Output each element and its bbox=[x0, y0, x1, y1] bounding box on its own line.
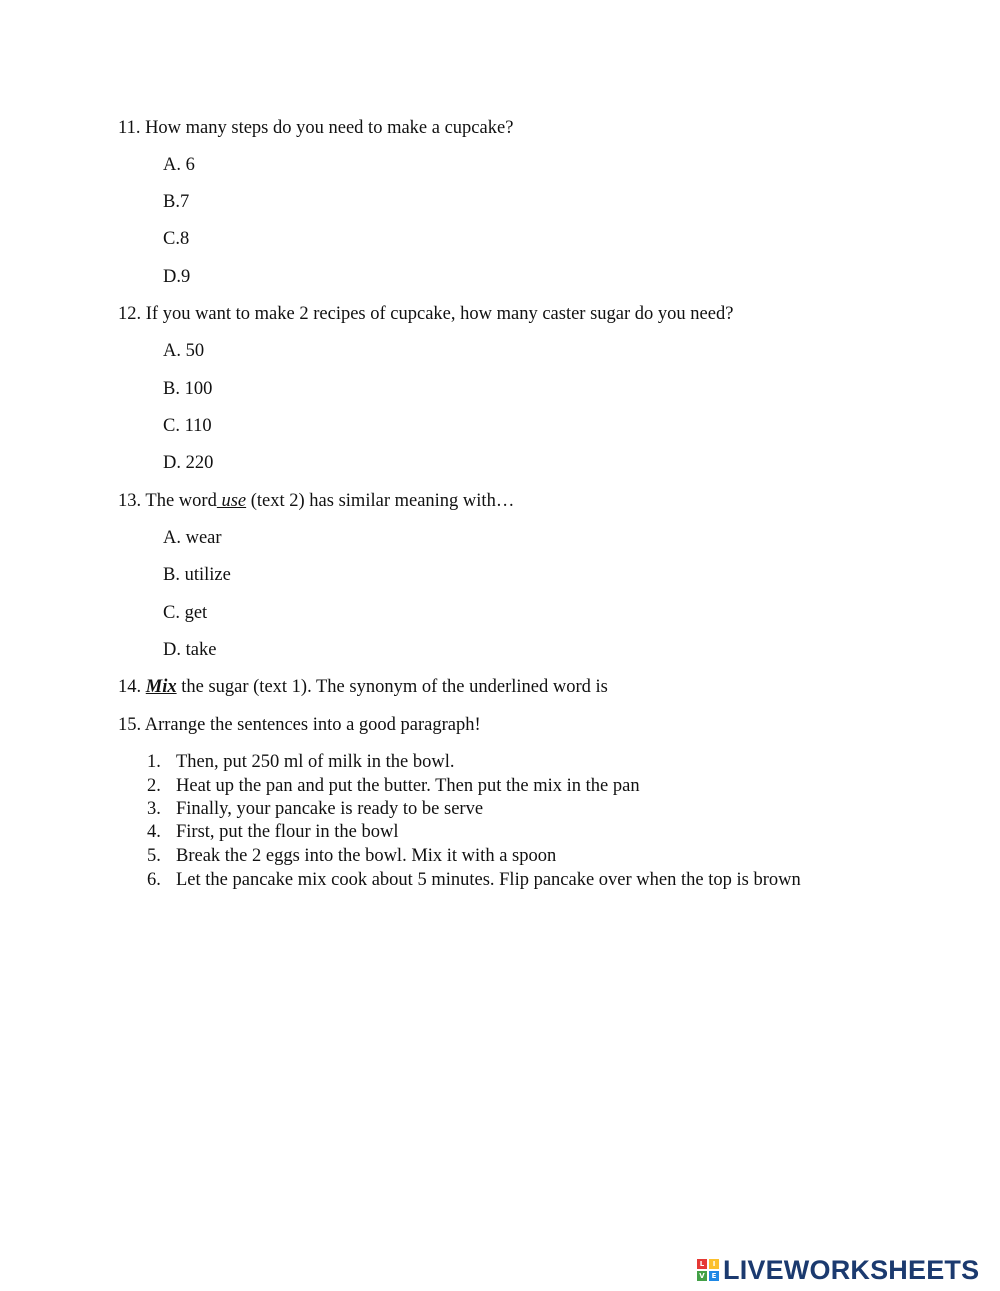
q15-step bbox=[147, 845, 556, 867]
q13-option-d: D. take bbox=[163, 640, 217, 660]
q15-step-number: 6. bbox=[147, 870, 161, 890]
q15-step-number: 3. bbox=[147, 799, 161, 819]
q11-option-c: C.8 bbox=[163, 229, 190, 249]
q15-step-number: 4. bbox=[147, 822, 161, 842]
q12-option-c: C. 110 bbox=[163, 416, 212, 436]
liveworksheets-logo[interactable] bbox=[697, 1255, 979, 1285]
q14-prefix: 14. bbox=[118, 677, 146, 697]
logo-block: V bbox=[697, 1271, 707, 1281]
logo-text: LIVEWORKSHEETS bbox=[723, 1254, 980, 1285]
q15-step bbox=[147, 798, 483, 820]
q15-step-number: 1. bbox=[147, 752, 161, 772]
q13-option-c: C. get bbox=[163, 603, 208, 623]
q15-step bbox=[147, 869, 801, 891]
q11-option-d: D.9 bbox=[163, 267, 191, 287]
q12-option-d: D. 220 bbox=[163, 453, 214, 473]
q15-step-text: Break the 2 eggs into the bowl. Mix it with a spoon bbox=[176, 846, 557, 866]
logo-block: L bbox=[697, 1259, 707, 1269]
question-14 bbox=[118, 676, 608, 698]
q15-step-text: Finally, your pancake is ready to be serve bbox=[176, 799, 484, 819]
q13-keyword: use bbox=[216, 491, 247, 511]
q15-step-text: First, put the flour in the bowl bbox=[176, 822, 399, 842]
q11-option-a: A. 6 bbox=[163, 155, 195, 175]
q15-step bbox=[147, 821, 399, 843]
q13-option-b: B. utilize bbox=[163, 565, 231, 585]
question-12: 12. If you want to make 2 recipes of cupcake, how many caster sugar do you need? bbox=[118, 304, 734, 324]
q12-option-b: B. 100 bbox=[163, 379, 213, 399]
q13-prefix: 13. The word bbox=[118, 491, 217, 511]
q15-step-text: Heat up the pan and put the butter. Then put the mix in the pan bbox=[176, 776, 640, 796]
q15-step-text: Let the pancake mix cook about 5 minutes. Flip pancake over when the top is brown bbox=[176, 870, 801, 890]
q13-option-a: A. wear bbox=[163, 528, 222, 548]
q14-keyword: Mix bbox=[145, 677, 177, 697]
q15-step bbox=[147, 775, 640, 797]
q13-suffix: (text 2) has similar meaning with… bbox=[246, 491, 515, 511]
question-11: 11. How many steps do you need to make a cupcake? bbox=[118, 118, 514, 138]
q11-option-b: B.7 bbox=[163, 192, 190, 212]
question-15: 15. Arrange the sentences into a good paragraph! bbox=[118, 715, 481, 735]
question-13 bbox=[118, 490, 514, 512]
q14-suffix: the sugar (text 1). The synonym of the underlined word is bbox=[176, 677, 608, 697]
logo-block: I bbox=[709, 1259, 719, 1269]
q15-step-number: 2. bbox=[147, 776, 161, 796]
logo-blocks-icon bbox=[697, 1259, 719, 1281]
q12-option-a: A. 50 bbox=[163, 341, 205, 361]
q15-step bbox=[147, 751, 455, 773]
q15-step-text: Then, put 250 ml of milk in the bowl. bbox=[176, 752, 455, 772]
logo-block: E bbox=[709, 1271, 719, 1281]
q15-step-number: 5. bbox=[147, 846, 161, 866]
